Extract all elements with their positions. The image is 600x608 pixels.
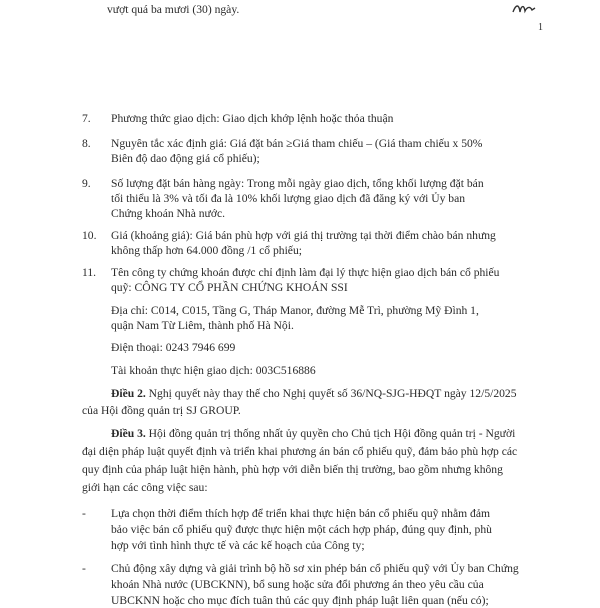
- phone-line: Điện thoại: 0243 7946 699: [111, 341, 236, 354]
- item-line: Số lượng đặt bán hàng ngày: Trong mỗi ngày giao dịch, tổng khối lượng đặt bán: [111, 177, 484, 190]
- initials-signature: [510, 0, 540, 18]
- item-number: 8.: [82, 137, 91, 150]
- item-line: Giá (khoảng giá): Giá bán phù hợp với giá thị trường tại thời điểm chào bán nhưng: [111, 229, 496, 242]
- item-number: 7.: [82, 112, 91, 125]
- article-3-label: Điều 3.: [111, 427, 146, 440]
- article-2-label: Điều 2.: [111, 387, 146, 400]
- bullet-dash: -: [82, 562, 86, 575]
- address-line: quận Nam Từ Liêm, thành phố Hà Nội.: [111, 319, 294, 332]
- article-3-text: Hội đồng quản trị thống nhất ủy quyền cho Chủ tịch Hội đồng quản trị - Người: [145, 427, 516, 440]
- article-3-line: quy định của pháp luật hiện hành, phù hợp với diễn biến thị trường, bao gồm nhưng không: [82, 463, 503, 476]
- item-line: Tên công ty chứng khoán được chỉ định làm đại lý thực hiện giao dịch bán cổ phiếu: [111, 266, 500, 279]
- article-3: [111, 426, 515, 441]
- item-line: Nguyên tắc xác định giá: Giá đặt bán ≥Giá tham chiếu – (Giá tham chiếu x 50%: [111, 137, 483, 150]
- article-2-line: của Hội đồng quản trị SJ GROUP.: [82, 404, 241, 417]
- bullet-line: UBCKNN hoặc cho mục đích tuân thủ các quy định pháp luật liên quan (nếu có);: [111, 594, 489, 607]
- item-number: 11.: [82, 266, 97, 279]
- item-line: Chứng khoán Nhà nước.: [111, 207, 226, 220]
- article-3-line: giới hạn các công việc sau:: [82, 481, 208, 494]
- item-line: không thấp hơn 64.000 đồng /1 cổ phiếu;: [111, 244, 302, 257]
- bullet-line: hợp với tình hình thực tế và các kế hoạch của Công ty;: [111, 539, 365, 552]
- item-number: 10.: [82, 229, 97, 242]
- item-line: Phương thức giao dịch: Giao dịch khớp lệnh hoặc thỏa thuận: [111, 112, 394, 125]
- address-line: Địa chỉ: C014, C015, Tầng G, Tháp Manor, đường Mễ Trì, phường Mỹ Đình 1,: [111, 304, 479, 317]
- page-number: 1: [538, 22, 543, 33]
- bullet-line: bảo việc bán cổ phiếu quỹ được thực hiện một cách hợp pháp, đúng quy định, phù: [111, 523, 492, 536]
- article-3-line: đại diện pháp luật quyết định và triển khai phương án bán cổ phiếu quỹ, đảm bảo phù hợp các: [82, 445, 518, 458]
- article-2: [111, 386, 517, 401]
- article-2-text: Nghị quyết này thay thế cho Nghị quyết số 36/NQ-SJG-HĐQT ngày 12/5/2025: [145, 387, 517, 400]
- bullet-line: Lựa chọn thời điểm thích hợp để triển khai thực hiện bán cổ phiếu quỹ nhằm đảm: [111, 507, 490, 520]
- item-line: quỹ: CÔNG TY CỔ PHẦN CHỨNG KHOÁN SSI: [111, 281, 348, 294]
- item-line: tối thiểu là 3% và tối đa là 10% khối lượng giao dịch đã đăng ký với Ủy ban: [111, 192, 466, 205]
- bullet-line: khoán Nhà nước (UBCKNN), bổ sung hoặc sửa đổi phương án theo yêu cầu của: [111, 578, 484, 591]
- bullet-dash: -: [82, 507, 86, 520]
- item-number: 9.: [82, 177, 91, 190]
- top-line: vượt quá ba mươi (30) ngày.: [107, 3, 240, 16]
- item-line: Biên độ dao động giá cổ phiếu);: [111, 152, 260, 165]
- bullet-line: Chủ động xây dựng và giải trình bộ hồ sơ xin phép bán cổ phiếu quỹ với Ủy ban Chứng: [111, 562, 519, 575]
- account-line: Tài khoản thực hiện giao dịch: 003C516886: [111, 364, 316, 377]
